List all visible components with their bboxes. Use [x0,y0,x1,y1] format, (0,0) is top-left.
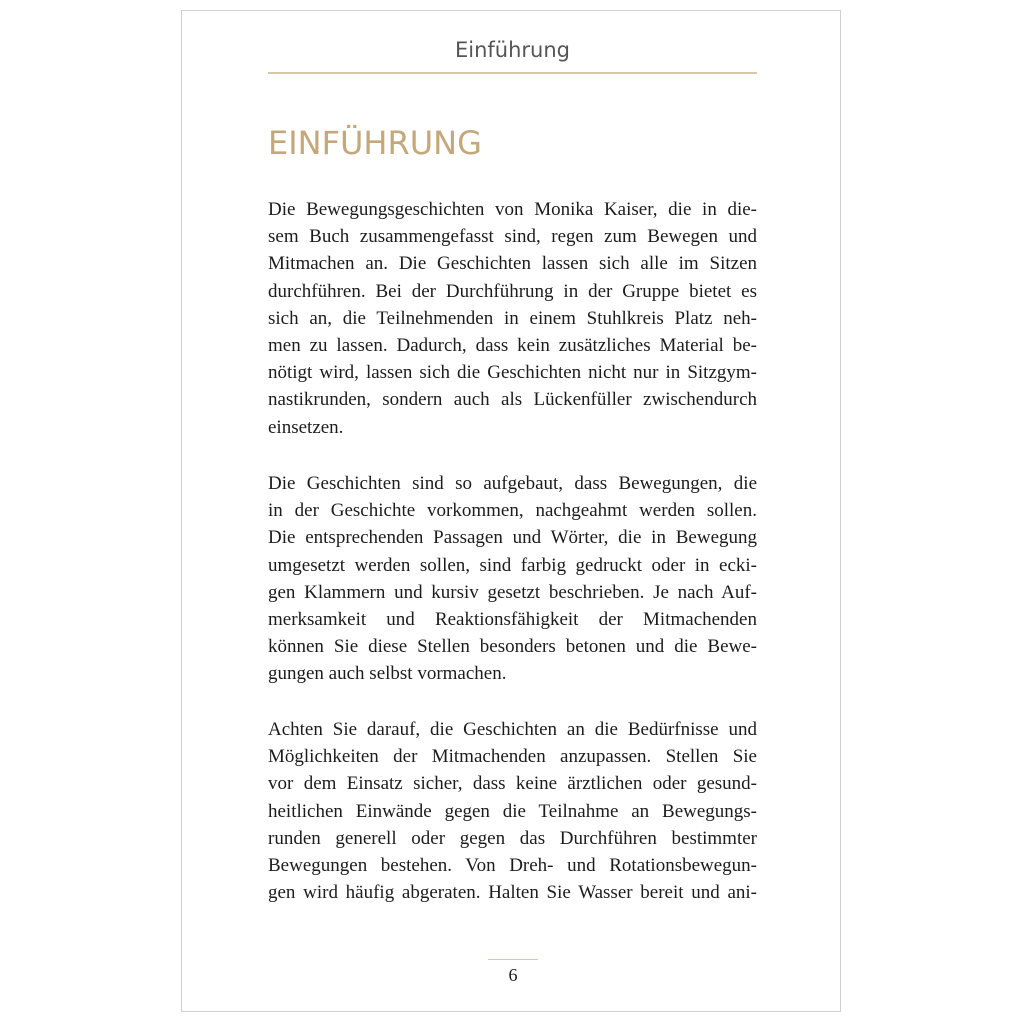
text-line: Die entsprechenden Passagen und Wörter, die in Bewegung [268,527,757,549]
text-line: Achten Sie darauf, die Geschichten an die Bedürfnisse und [268,719,757,740]
footer-rule [488,959,538,960]
text-line: nastikrunden, sondern auch als Lückenfüller zwischendurch [268,389,757,411]
text-line: men zu lassen. Dadurch, dass kein zusätzliches Material be- [268,335,757,357]
header-rule [268,72,757,74]
chapter-title: EINFÜHRUNG [268,124,482,162]
text-line: sem Buch zusammengefasst sind, regen zum Bewegen und [268,226,757,248]
text-line: gen Klammern und kursiv gesetzt beschrieben. Je nach Auf- [268,581,757,603]
paragraph-1 [268,196,757,441]
text-line: vor dem Einsatz sicher, dass keine ärztlichen oder gesund- [268,773,757,795]
text-line: Mitmachen an. Die Geschichten lassen sich alle im Sitzen [268,253,757,275]
text-line: sich an, die Teilnehmenden in einem Stuhlkreis Platz neh- [268,307,757,329]
text-line: runden generell oder gegen das Durchführen bestimmter [268,827,757,849]
text-line: Möglichkeiten der Mitmachenden anzupassen. Stellen Sie [268,746,757,768]
paragraph-3 [268,716,757,906]
text-line: einsetzen. [268,416,344,438]
text-line: merksamkeit und Reaktionsfähigkeit der Mitmachenden [268,609,757,631]
text-line: gen wird häufig abgeraten. Halten Sie Wasser bereit und ani- [268,882,757,904]
text-line: nötigt wird, lassen sich die Geschichten nicht nur in Sitzgym- [268,362,757,384]
text-line: durchführen. Bei der Durchführung in der Gruppe bietet es [268,280,757,302]
paragraph-2 [268,470,757,688]
text-line: Die Bewegungsgeschichten von Monika Kaiser, die in die- [268,199,757,220]
text-line: umgesetzt werden sollen, sind farbig gedruckt oder in ecki- [268,554,757,576]
text-line: Bewegungen bestehen. Von Dreh- und Rotationsbewegun- [268,855,757,877]
text-line: Die Geschichten sind so aufgebaut, dass Bewegungen, die [268,473,757,494]
text-line: können Sie diese Stellen besonders betonen und die Bewe- [268,636,757,658]
text-line: gungen auch selbst vormachen. [268,663,507,685]
text-line: in der Geschichte vorkommen, nachgeahmt werden sollen. [268,500,757,522]
running-header: Einführung [454,38,570,62]
page-number: 6 [508,965,518,985]
text-line: heitlichen Einwände gegen die Teilnahme an Bewegungs- [268,800,757,822]
